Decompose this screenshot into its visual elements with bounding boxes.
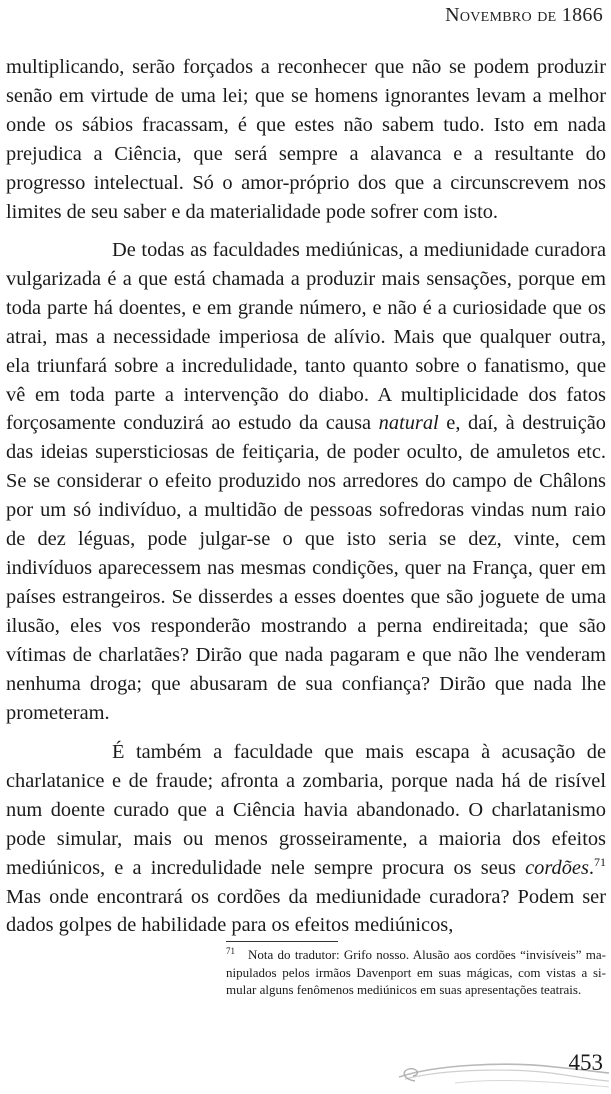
footnote-reference[interactable]: 71 xyxy=(594,854,606,869)
page-number: 453 xyxy=(568,1050,603,1075)
paragraph-3-end: Mas onde encontrará os cordões da mediunidade curadora? Podem ser dados golpes de habilidade para os efeitos mediúnicos, xyxy=(6,885,606,937)
emphasis-natural: natural xyxy=(378,412,439,435)
footnote-text: Nota do tradutor: Grifo nosso. Alusão aos cordões “invisíveis” manipulados pelos irmãos Davenport em suas mágicas, com vistas a simular alguns fenômenos mediúnicos em suas apresentações teatrais. xyxy=(226,947,606,998)
emphasis-cordoes: cordões xyxy=(525,856,589,879)
footnote-divider xyxy=(226,941,338,942)
paragraph-3-start: É também a faculdade que mais escapa à acusação de charlatanice e de fraude; afronta a zombaria, porque nada há de risível num doente curado que a Ciência havia abandonado. O charlatanismo pode simular, mais ou menos grosseiramente, a maioria dos efeitos mediúnicos, e a incredulidade nele sempre procura os seus xyxy=(6,741,606,879)
running-header: Novembro de 1866 xyxy=(445,4,603,26)
paragraph-2-start: De todas as faculdades mediúnicas, a mediunidade curadora vulgarizada é a que está chamada a produzir mais sensações, porque em toda parte há doentes, e em grande número, e não é a curiosidade que os atrai, mas a necessidade imperiosa de alívio. Mais que qualquer outra, ela triunfará sobre a incredulidade, tanto quanto sobre o fanatismo, que vê em toda parte a intervenção do diabo. A multiplicidade dos fatos forçosamente conduzirá ao estudo da causa xyxy=(6,239,606,435)
paragraph-2 xyxy=(6,236,606,727)
footnote: 71 Nota do tradutor: Grifo nosso. Alusão aos cordões “invisíveis” manipulados pelos irmãos Davenport em suas mágicas, com vistas a simular alguns fenômenos mediúnicos em suas apresentações teatrais. xyxy=(226,945,606,998)
paragraph-3: É também a faculdade que mais escapa à acusação de charlatanice e de fraude; afronta a zombaria, porque nada há de risível num doente curado que a Ciência havia abandonado. O charlatanismo pode simular, mais ou menos grosseiramente, a maioria dos efeitos mediúnicos, e a incredulidade nele sempre procura os seus cordões.$^{71}$ Mas onde encontrará os cordões da mediunidade curadora? Podem ser dados golpes de habilidade para os efeitos mediúnicos, xyxy=(6,741,606,937)
paragraph-2-end: e, daí, à destruição das ideias supersticiosas de feitiçaria, de poder oculto, de amuletos etc. Se se considerar o efeito produzido nos arredores do campo de Châlons por um só indivíduo, a multidão de pessoas sofredoras vindas num raio de dez léguas, pode julgar-se o que isto seria se dez, vinte, cem indivíduos aparecessem nas mesmas condições, quer na França, quer em países estrangeiros. Se disserdes a esses doentes que são joguete de uma ilusão, eles vos responderão mostrando a perna endireitada; que são vítimas de charlatães? Dirão que nada pagaram e que não lhe venderam nenhuma droga; que abusaram de sua confiança? Dirão que nada lhe prometeram. xyxy=(6,412,607,724)
paragraph-1: multiplicando, serão forçados a reconhecer que não se podem produzir senão em virtude de uma lei; que se homens ignorantes levam a melhor onde os sábios fracassam, é que estes não sabem tudo. Isto em nada prejudica a Ciência, que será sempre a alavanca e a resultante do progresso intelectual. Só o amor-próprio dos que a circunscrevem nos limites de seu saber e da materialidade pode sofrer com isto. xyxy=(6,56,606,223)
